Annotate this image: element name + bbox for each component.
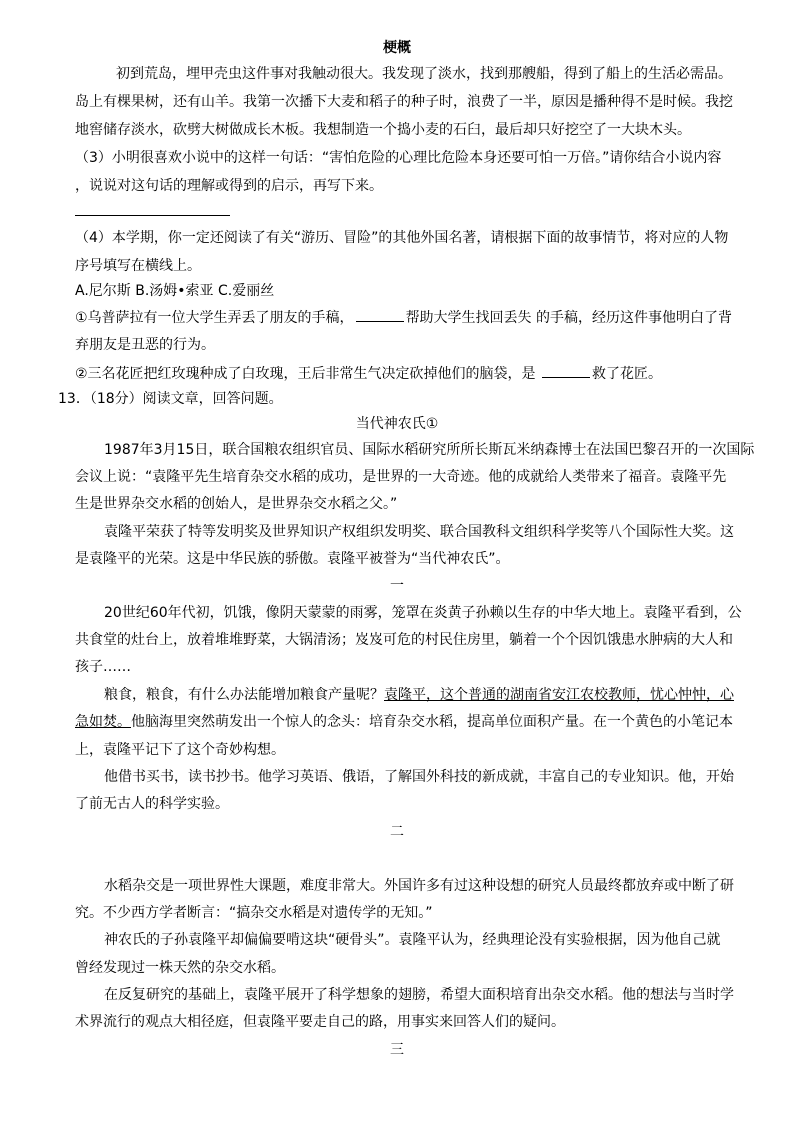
- article-paragraph-line: 生是世界杂交水稻的创始人，是世界杂交水稻之父。”: [75, 496, 398, 512]
- article-paragraph-line: 他借书买书，读书抄书。他学习英语、俄语，了解国外科技的新成就，丰富自己的专业知识。他，开始: [104, 769, 734, 785]
- article-paragraph-line: 袁隆平荣获了特等发明奖及世界知识产权组织发明奖、联合国教科文组织科学奖等八个国际性大奖。这: [104, 524, 734, 540]
- answer-line: [75, 215, 230, 216]
- item-2-text-a: ②三名花匠把红玫瑰种成了白玫瑰，王后非常生气决定砍掉他们的脑袋，是: [75, 366, 540, 382]
- fill-blank-2[interactable]: [542, 363, 590, 378]
- article-paragraph-line: 1987年3月15日，联合国粮农组织官员、国际水稻研究所所长斯瓦米纳森博士在法国巴黎召开的一次国际: [104, 442, 755, 458]
- question-4-options: A.尼尔斯 B.汤姆•索亚 C.爱丽丝: [75, 283, 275, 299]
- summary-line: 地窖储存淡水，砍劈大树做成长木板。我想制造一个捣小麦的石臼，最后却只好挖空了一大块木头。: [75, 122, 691, 138]
- question-3-line: ，说说对这句话的理解或得到的启示，再写下来。: [75, 178, 383, 194]
- underlined-sentence: 袁隆平，这个普通的湖南省安江农校教师，忧心忡忡，心: [384, 687, 734, 703]
- question-3-line: （3）小明很喜欢小说中的这样一句话：“害怕危险的心理比危险本身还要可怕一万倍。”请你结合小说内容: [75, 150, 722, 166]
- article-paragraph-line: 究。不少西方学者断言：“搞杂交水稻是对遗传学的无知。”: [75, 905, 433, 921]
- question-4-item-1: [75, 307, 732, 328]
- article-paragraph-line: 孩子……: [75, 659, 131, 675]
- article-paragraph-line: 上，袁隆平记下了这个奇妙构想。: [75, 742, 285, 758]
- section-marker-1: 一: [390, 578, 404, 594]
- item-1-text-b: 帮助大学生找回丢失 的手稿，经历这件事他明白了背: [405, 310, 733, 326]
- article-paragraph-line: [104, 685, 734, 705]
- article-paragraph-line: 是袁隆平的光荣。这是中华民族的骄傲。袁隆平被誉为“当代神农氏”。: [75, 551, 510, 567]
- question-4-item-2: [75, 363, 662, 384]
- summary-line: 初到荒岛，埋甲壳虫这件事对我触动很大。我发现了淡水，找到那艘船，得到了船上的生活必需品。: [116, 66, 732, 82]
- question-4-item-1-cont: 弃朋友是丑恶的行为。: [75, 337, 215, 353]
- underlined-sentence: 急如焚。: [75, 714, 131, 730]
- article-paragraph-line: 了前无古人的科学实验。: [75, 796, 229, 812]
- section-marker-2: 二: [390, 824, 404, 840]
- question-13-header: 13．（18分）阅读文章，回答问题。: [58, 391, 283, 407]
- article-title: 当代神农氏①: [355, 416, 439, 432]
- article-paragraph-line: 神农氏的子孙袁隆平却偏偏要啃这块“硬骨头”。袁隆平认为，经典理论没有实验根据，因为他自己就: [104, 932, 721, 948]
- article-paragraph-line: 在反复研究的基础上，袁隆平展开了科学想象的翅膀，希望大面积培育出杂交水稻。他的想法与当时学: [104, 987, 734, 1003]
- article-paragraph-line: 曾经发现过一株天然的杂交水稻。: [75, 960, 285, 976]
- article-paragraph-line: 会议上说：“袁隆平先生培育杂交水稻的成功，是世界的一大奇迹。他的成就给人类带来了福音。袁隆平先: [75, 469, 727, 485]
- summary-title: 梗概: [383, 40, 411, 56]
- item-2-text-b: 救了花匠。: [592, 366, 662, 382]
- article-paragraph-line: 共食堂的灶台上，放着堆堆野菜，大锅清汤；岌岌可危的村民住房里，躺着一个个因饥饿患水肿病的大人和: [75, 632, 733, 648]
- item-1-text-a: ①乌普萨拉有一位大学生弄丢了朋友的手稿，: [75, 310, 354, 326]
- article-paragraph-line: [75, 712, 733, 732]
- paragraph-text: 粮食，粮食，有什么办法能增加粮食产量呢？: [104, 687, 384, 703]
- question-4-line: （4）本学期，你一定还阅读了有关“游历、冒险”的其他外国名著，请根据下面的故事情节，将对应的人物: [75, 230, 729, 246]
- summary-line: 岛上有棵果树，还有山羊。我第一次播下大麦和稻子的种子时，浪费了一半，原因是播种得不是时候。我挖: [75, 94, 733, 110]
- article-paragraph-line: 20世纪60年代初，饥饿，像阴天蒙蒙的雨雾，笼罩在炎黄子孙赖以生存的中华大地上。袁隆平看到，公: [104, 605, 742, 621]
- article-paragraph-line: 水稻杂交是一项世界性大课题，难度非常大。外国许多有过这种设想的研究人员最终都放弃或中断了研: [104, 878, 734, 894]
- section-marker-3: 三: [390, 1042, 404, 1058]
- fill-blank-1[interactable]: [356, 307, 404, 322]
- article-paragraph-line: 术界流行的观点大相径庭，但袁隆平要走自己的路，用事实来回答人们的疑问。: [75, 1014, 565, 1030]
- paragraph-text: 他脑海里突然萌发出一个惊人的念头：培育杂交水稻，提高单位面积产量。在一个黄色的小笔记本: [131, 714, 733, 730]
- question-4-line: 序号填写在横线上。: [75, 258, 201, 274]
